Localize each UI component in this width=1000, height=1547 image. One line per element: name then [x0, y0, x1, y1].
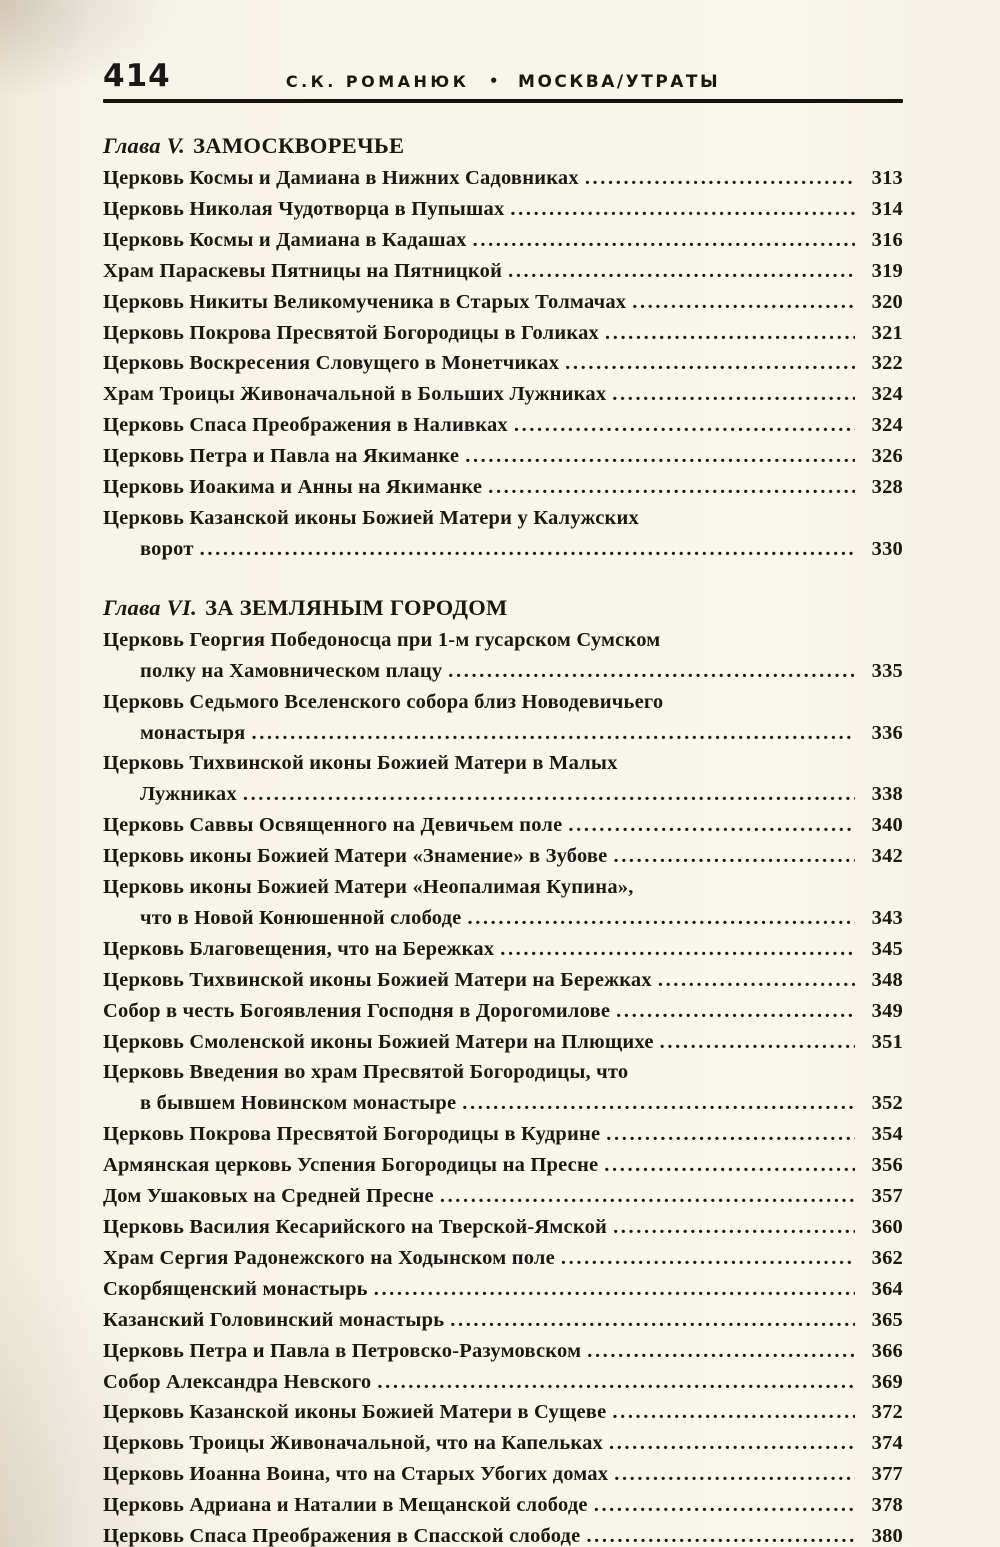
- entry-page-number: 335: [871, 659, 903, 682]
- entry-page-number: 321: [871, 321, 903, 344]
- entry-page-number: 316: [871, 228, 903, 251]
- toc-entry-line: [103, 379, 903, 410]
- dot-leader: [616, 996, 855, 1027]
- entry-title: Церковь Троицы Живоначальной, что на Капельках: [103, 1432, 603, 1455]
- entry-title: Церковь Петра и Павла на Якиманке: [103, 445, 460, 468]
- dot-leader: [251, 718, 855, 749]
- entry-page-number: 345: [871, 937, 903, 960]
- entry-title: Церковь Саввы Освященного на Девичьем поле: [103, 814, 563, 837]
- entry-title: Собор Александра Невского: [103, 1370, 372, 1393]
- toc-entry-line: [103, 903, 903, 934]
- dot-leader: [440, 1181, 855, 1212]
- entry-page-number: 377: [871, 1463, 903, 1486]
- entry-page-number: 330: [871, 537, 903, 560]
- entry-page-number: 352: [871, 1092, 903, 1115]
- toc-entry-line: [103, 1305, 903, 1336]
- toc-entry-line: [103, 441, 903, 472]
- dot-leader: [565, 348, 855, 379]
- entry-title: Церковь Петра и Павла в Петровско-Разумовском: [103, 1339, 582, 1362]
- entry-page-number: 324: [871, 414, 903, 437]
- dot-leader: [605, 318, 855, 349]
- chapter-label: Глава VI.: [103, 594, 198, 620]
- entry-page-number: 320: [871, 290, 903, 313]
- entry-page-number: 314: [871, 197, 903, 220]
- toc-entry-line: [103, 503, 903, 534]
- entry-page-number: 369: [871, 1370, 903, 1393]
- entry-title: ворот: [140, 537, 194, 560]
- dot-leader: [467, 903, 855, 934]
- bullet-separator-icon: •: [488, 72, 499, 90]
- entry-title: Церковь Спаса Преображения в Спасской слободе: [103, 1525, 581, 1547]
- running-book-title: МОСКВА/УТРАТЫ: [518, 72, 721, 92]
- toc-entry-line: [103, 687, 903, 718]
- entry-page-number: 324: [871, 383, 903, 406]
- dot-leader: [613, 841, 855, 872]
- toc-entry-line: [103, 1057, 903, 1088]
- toc-entry-line: [103, 748, 903, 779]
- entry-page-number: 364: [871, 1277, 903, 1300]
- dot-leader: [587, 1336, 855, 1367]
- dot-leader: [473, 225, 855, 256]
- entry-title: Церковь Георгия Победоносца при 1-м гусарском Сумском: [103, 628, 661, 651]
- toc-entry-line: [103, 1027, 903, 1058]
- dot-leader: [613, 1212, 855, 1243]
- entry-title: Собор в честь Богоявления Господня в Дорогомилове: [103, 999, 611, 1022]
- header-rule: [103, 99, 903, 103]
- dot-leader: [612, 379, 855, 410]
- entry-title: Церковь иконы Божией Матери «Неопалимая Купина»,: [103, 876, 634, 899]
- entry-page-number: 374: [871, 1432, 903, 1455]
- toc-entry-line: [103, 163, 903, 194]
- entry-page-number: 366: [871, 1339, 903, 1362]
- toc-entry-line: [103, 625, 903, 656]
- entry-title: Церковь Казанской иконы Божией Матери в Сущеве: [103, 1401, 607, 1424]
- entry-title: в бывшем Новинском монастыре: [140, 1092, 457, 1115]
- toc-entry-line: [103, 318, 903, 349]
- toc-entry-line: [103, 779, 903, 810]
- chapter-title: ЗАМОСКВОРЕЧЬЕ: [193, 133, 405, 158]
- running-head: [286, 72, 720, 92]
- page-header: [103, 56, 903, 96]
- toc-entry-line: [103, 1336, 903, 1367]
- entry-title: Лужниках: [140, 783, 237, 806]
- entry-title: Церковь Воскресения Словущего в Монетчиках: [103, 352, 560, 375]
- entry-page-number: 313: [871, 167, 903, 189]
- entry-page-number: 336: [871, 721, 903, 744]
- entry-page-number: 356: [871, 1154, 903, 1177]
- toc-entry-line: [103, 718, 903, 749]
- toc-sections: [103, 130, 903, 1547]
- entry-title: Церковь Тихвинской иконы Божией Матери на Бережках: [103, 968, 652, 991]
- entry-title: Церковь Седьмого Вселенского собора близ Новодевичьего: [103, 690, 664, 713]
- toc-entry-line: [103, 534, 903, 565]
- toc-entry-line: [103, 472, 903, 503]
- entry-page-number: 372: [871, 1401, 903, 1424]
- toc-entry-line: [103, 348, 903, 379]
- entry-title: Храм Троицы Живоначальной в Больших Лужниках: [103, 383, 607, 406]
- chapter-heading: [103, 592, 903, 624]
- toc-entry-line: [103, 1150, 903, 1181]
- entry-title: что в Новой Конюшенной слободе: [140, 906, 462, 929]
- toc-entry-line: [103, 1459, 903, 1490]
- toc-entry-line: [103, 410, 903, 441]
- toc-entry-line: [103, 1274, 903, 1305]
- toc-entry-line: [103, 1243, 903, 1274]
- toc-entry-line: [103, 225, 903, 256]
- entry-title: Церковь Адриана и Наталии в Мещанской слободе: [103, 1494, 588, 1517]
- entry-page-number: 319: [871, 259, 903, 282]
- chapter-heading: [103, 130, 903, 162]
- toc-entry-line: [103, 934, 903, 965]
- dot-leader: [508, 256, 855, 287]
- dot-leader: [585, 163, 855, 194]
- entry-title: Церковь Введения во храм Пресвятой Богородицы, что: [103, 1061, 629, 1084]
- entry-page-number: 380: [871, 1525, 903, 1547]
- dot-leader: [614, 1459, 855, 1490]
- toc-entry-line: [103, 810, 903, 841]
- toc-entry-line: [103, 1088, 903, 1119]
- entry-title: Церковь Покрова Пресвятой Богородицы в Кудрине: [103, 1123, 601, 1146]
- dot-leader: [586, 1521, 855, 1547]
- toc-entry-line: [103, 656, 903, 687]
- entry-title: Дом Ушаковых на Средней Пресне: [103, 1185, 434, 1208]
- dot-leader: [594, 1490, 855, 1521]
- dot-leader: [612, 1397, 855, 1428]
- entry-page-number: 362: [871, 1246, 903, 1269]
- toc-entry-line: [103, 287, 903, 318]
- dot-leader: [604, 1150, 855, 1181]
- entry-title: Церковь Смоленской иконы Божией Матери на Плющихе: [103, 1030, 654, 1053]
- entry-title: Церковь Благовещения, что на Бережках: [103, 937, 495, 960]
- toc-entry-line: [103, 1119, 903, 1150]
- dot-leader: [462, 1088, 855, 1119]
- toc-entry-line: [103, 1212, 903, 1243]
- entry-title: Церковь Спаса Преображения в Наливках: [103, 414, 508, 437]
- entry-page-number: 326: [871, 445, 903, 468]
- entry-title: Храм Параскевы Пятницы на Пятницкой: [103, 259, 503, 282]
- chapter-title: ЗА ЗЕМЛЯНЫМ ГОРОДОМ: [205, 594, 508, 620]
- dot-leader: [500, 934, 855, 965]
- entry-title: Церковь Космы и Дамиана в Кадашах: [103, 228, 467, 251]
- entry-title: Церковь иконы Божией Матери «Знамение» в Зубове: [103, 845, 608, 868]
- entry-title: Церковь Космы и Дамиана в Нижних Садовниках: [103, 167, 579, 189]
- toc-entry-line: [103, 872, 903, 903]
- toc-entry-line: [103, 194, 903, 225]
- toc-entry-line: [103, 1367, 903, 1398]
- entry-page-number: 322: [871, 352, 903, 375]
- entry-page-number: 342: [871, 845, 903, 868]
- entry-title: Армянская церковь Успения Богородицы на Пресне: [103, 1154, 599, 1177]
- entry-title: Храм Сергия Радонежского на Ходынском поле: [103, 1246, 555, 1269]
- chapter-label: Глава V.: [103, 133, 186, 158]
- toc-entry-line: [103, 965, 903, 996]
- dot-leader: [568, 810, 855, 841]
- entry-title: Церковь Тихвинской иконы Божией Матери в Малых: [103, 752, 618, 775]
- entry-title: Церковь Иоанна Воина, что на Старых Убогих домах: [103, 1463, 609, 1486]
- dot-leader: [488, 472, 855, 503]
- entry-title: Церковь Никиты Великомученика в Старых Толмачах: [103, 290, 627, 313]
- entry-page-number: 338: [871, 783, 903, 806]
- toc-entry-line: [103, 1521, 903, 1547]
- dot-leader: [465, 441, 855, 472]
- dot-leader: [243, 779, 855, 810]
- entry-title: Казанский Головинский монастырь: [103, 1308, 445, 1331]
- entry-page-number: 351: [871, 1030, 903, 1053]
- toc-entry-line: [103, 996, 903, 1027]
- dot-leader: [658, 965, 855, 996]
- toc-entry-line: [103, 256, 903, 287]
- entry-title: Церковь Николая Чудотворца в Пупышах: [103, 197, 505, 220]
- dot-leader: [609, 1428, 855, 1459]
- toc-entry-line: [103, 841, 903, 872]
- dot-leader: [200, 534, 855, 565]
- page-number: 414: [103, 58, 171, 94]
- dot-leader: [514, 410, 855, 441]
- entry-title: Церковь Иоакима и Анны на Якиманке: [103, 476, 483, 499]
- entry-page-number: 357: [871, 1185, 903, 1208]
- toc-entry-line: [103, 1181, 903, 1212]
- entry-title: полку на Хамовническом плацу: [140, 659, 443, 682]
- entry-page-number: 343: [871, 906, 903, 929]
- entry-page-number: 328: [871, 476, 903, 499]
- entry-page-number: 348: [871, 968, 903, 991]
- dot-leader: [374, 1274, 855, 1305]
- entry-title: Церковь Казанской иконы Божией Матери у Калужских: [103, 506, 640, 529]
- entry-title: Скорбященский монастырь: [103, 1277, 368, 1300]
- dot-leader: [632, 287, 855, 318]
- entry-title: Церковь Василия Кесарийского на Тверской-Ямской: [103, 1216, 608, 1238]
- entry-title: Церковь Покрова Пресвятой Богородицы в Голиках: [103, 321, 599, 344]
- dot-leader: [510, 194, 855, 225]
- dot-leader: [561, 1243, 855, 1274]
- entry-title: монастыря: [140, 721, 246, 744]
- running-author: С.К. РОМАНЮК: [285, 72, 470, 91]
- dot-leader: [660, 1027, 855, 1058]
- entry-page-number: 354: [871, 1123, 903, 1146]
- dot-leader: [377, 1367, 855, 1398]
- toc-entry-line: [103, 1397, 903, 1428]
- entry-page-number: 378: [871, 1494, 903, 1517]
- dot-leader: [606, 1119, 855, 1150]
- entry-page-number: 365: [871, 1308, 903, 1331]
- entry-page-number: 360: [871, 1216, 903, 1238]
- toc-entry-line: [103, 1428, 903, 1459]
- entry-page-number: 349: [871, 999, 903, 1022]
- entry-page-number: 340: [871, 814, 903, 837]
- dot-leader: [448, 656, 855, 687]
- dot-leader: [450, 1305, 855, 1336]
- toc-entry-line: [103, 1490, 903, 1521]
